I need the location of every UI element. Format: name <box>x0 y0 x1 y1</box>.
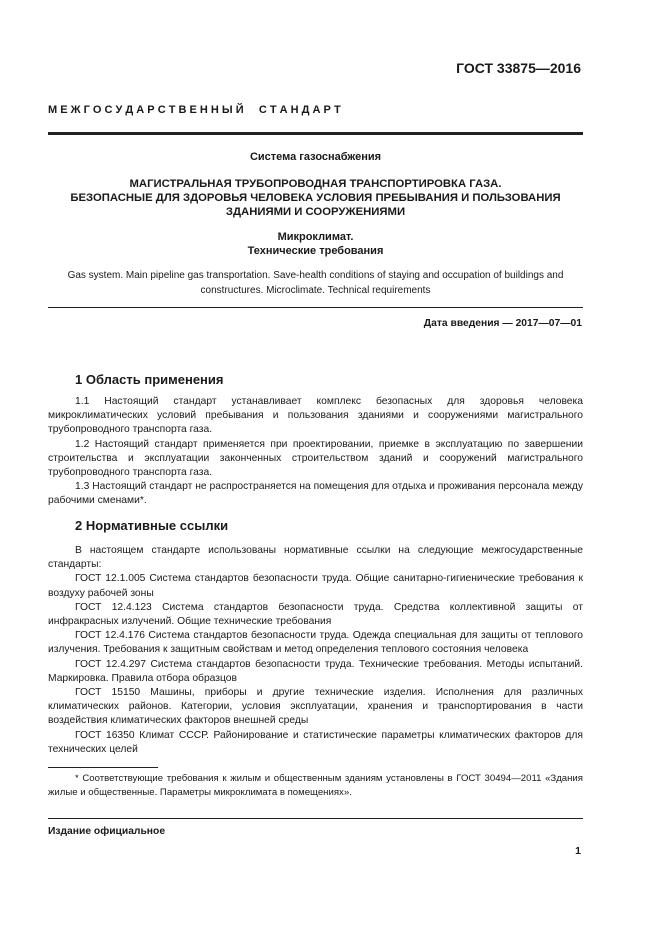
reference-item: ГОСТ 12.4.176 Система стандартов безопасности труда. Одежда специальная для защиты от теплового излучения. Требования к защитным свойствам и метод определения теплового состояния человека <box>48 630 583 656</box>
reference-item: ГОСТ 16350 Климат СССР. Районирование и статистические параметры климатических факторов для технических целей <box>48 729 583 755</box>
main-title-line: ЗДАНИЯМИ И СООРУЖЕНИЯМИ <box>225 206 406 218</box>
page-number: 1 <box>575 845 581 857</box>
section-1-body <box>48 395 583 509</box>
main-title <box>48 177 583 219</box>
footnote-divider <box>48 767 158 768</box>
reference-item: ГОСТ 15150 Машины, приборы и другие технические изделия. Исполнения для различных климатических районов. Категории, условия эксплуатации, хранения и транспортирования в части воздействия климатических факторов внешней среды <box>48 687 583 727</box>
main-title-line: МАГИСТРАЛЬНАЯ ТРУБОПРОВОДНАЯ ТРАНСПОРТИРОВКА ГАЗА. <box>129 178 502 190</box>
main-title-line: БЕЗОПАСНЫЕ ДЛЯ ЗДОРОВЬЯ ЧЕЛОВЕКА УСЛОВИЯ ПРЕБЫВАНИЯ И ПОЛЬЗОВАНИЯ <box>70 192 561 204</box>
subtitle <box>48 230 583 258</box>
footnote-text: * Соответствующие требования к жилым и общественным зданиям установлены в ГОСТ 30494—2011 «Здания жилые и общественные. Параметры микроклимата в помещениях». <box>48 773 583 798</box>
footer-divider <box>48 818 583 819</box>
footnote <box>48 772 583 799</box>
section-2-body <box>48 544 583 757</box>
standard-banner: М Е Ж Г О С У Д А Р С Т В Е Н Н Ы Й С Т А Н Д А Р Т <box>48 104 341 116</box>
section-2-title: 2 Нормативные ссылки <box>75 518 229 533</box>
effective-date: Дата введения — 2017—07—01 <box>423 318 582 329</box>
section-1-title: 1 Область применения <box>75 372 224 387</box>
subtitle-line: Микроклимат. <box>277 231 354 243</box>
english-title <box>48 268 583 298</box>
paragraph: 1.2 Настоящий стандарт применяется при проектировании, приемке в эксплуатацию по завершении строительства и эксплуатации законченных строительством зданий и сооружений магистрального трубопроводного транспорта газа. <box>48 438 583 479</box>
title-divider <box>48 307 583 308</box>
english-title-line: constructures. Microclimate. Technical requirements <box>200 285 431 296</box>
paragraph: 1.1 Настоящий стандарт устанавливает комплекс безопасных для здоровья человека микроклиматических условий пребывания и пользования зданиями и сооружениями магистрального трубопроводного транспорта газа. <box>48 396 583 436</box>
reference-item: ГОСТ 12.1.005 Система стандартов безопасности труда. Общие санитарно-гигиенические требования к воздуху рабочей зоны <box>48 573 583 599</box>
edition-label: Издание официальное <box>48 826 166 837</box>
paragraph: В настоящем стандарте использованы нормативные ссылки на следующие межгосударственные стандарты: <box>48 545 583 571</box>
reference-item: ГОСТ 12.4.123 Система стандартов безопасности труда. Средства коллективной защиты от инфракрасных излучений. Общие технические требования <box>48 601 583 628</box>
english-title-line: Gas system. Main pipeline gas transportation. Save-health conditions of staying and occupation of buildings and <box>67 270 564 281</box>
system-heading: Система газоснабжения <box>249 151 382 163</box>
paragraph: 1.3 Настоящий стандарт не распространяется на помещения для отдыха и проживания персонала между рабочими сменами*. <box>48 481 583 507</box>
document-code: ГОСТ 33875—2016 <box>456 60 581 76</box>
reference-item: ГОСТ 12.4.297 Система стандартов безопасности труда. Технические требования. Методы испытаний. Маркировка. Правила отбора образцов <box>48 658 583 684</box>
header-divider <box>48 132 583 135</box>
subtitle-line: Технические требования <box>247 245 384 257</box>
